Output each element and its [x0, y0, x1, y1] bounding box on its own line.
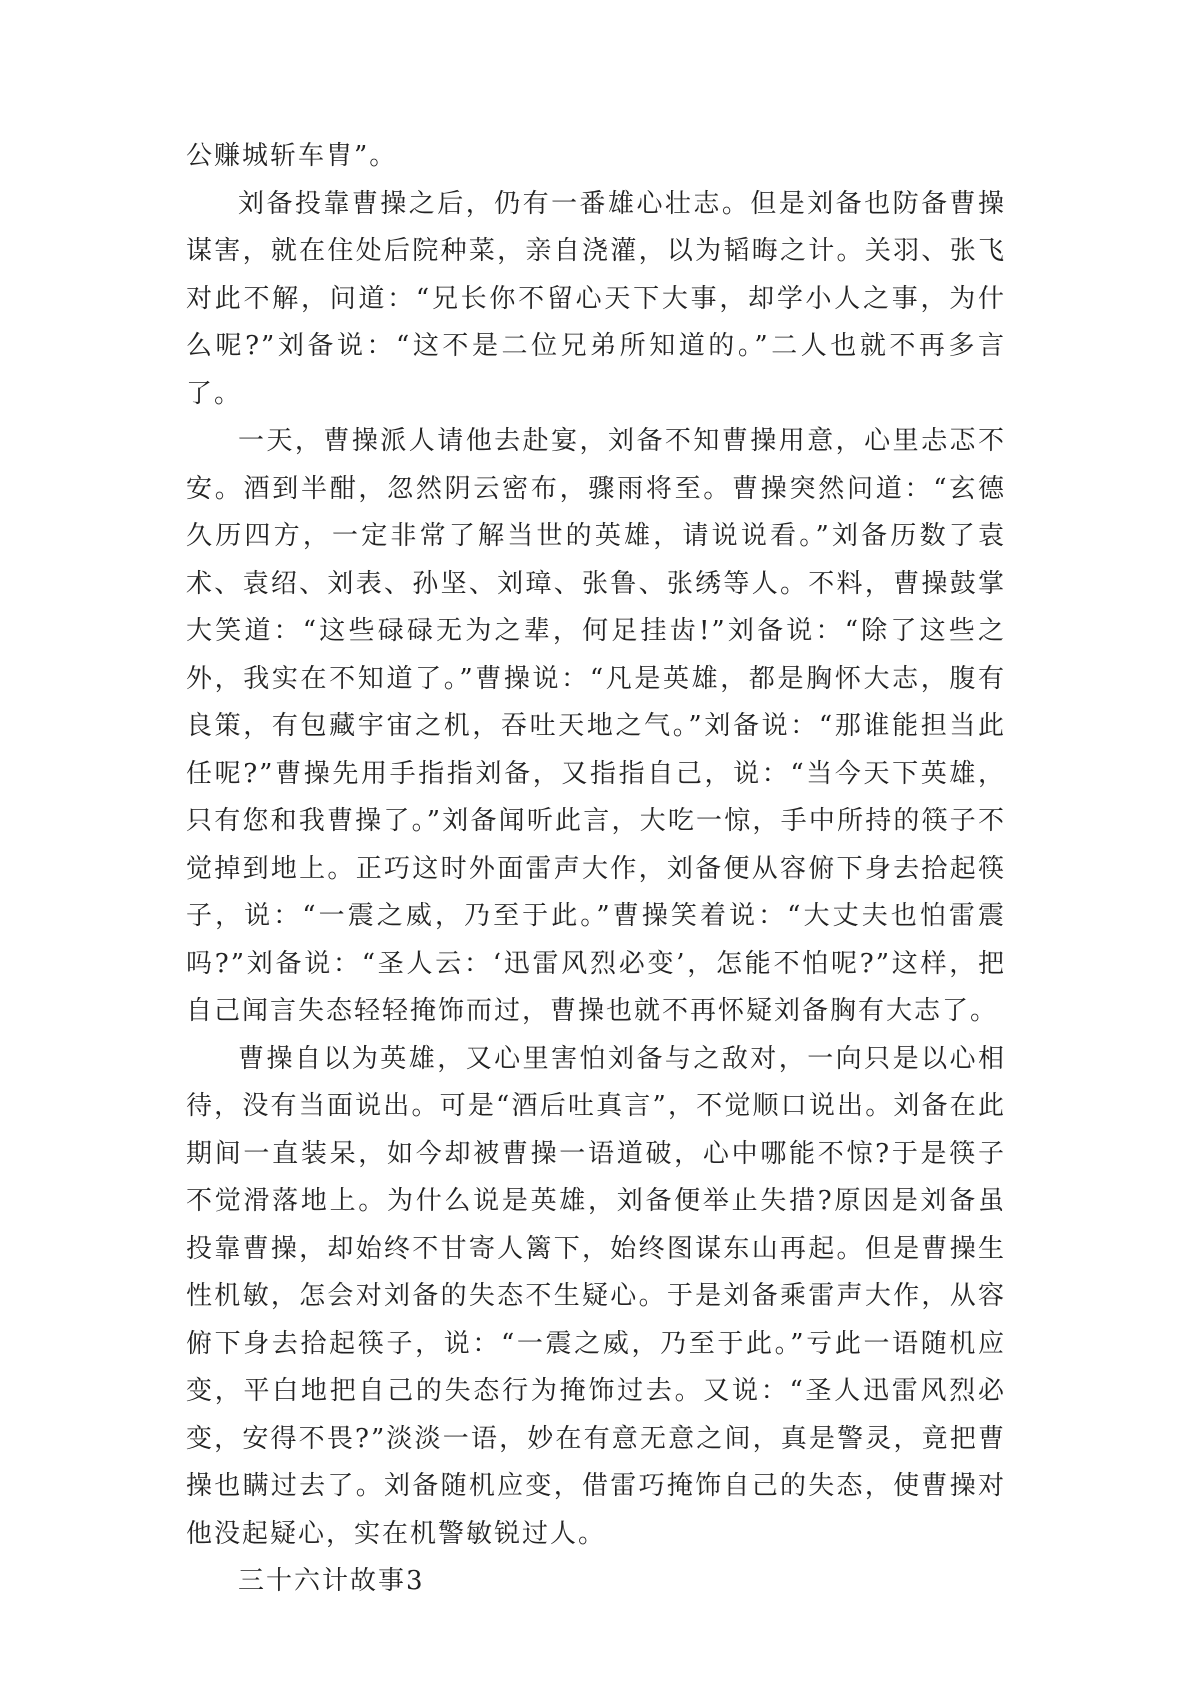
document-body — [186, 133, 1006, 1606]
paragraph-continuation: 公赚城斩车胄”。 — [186, 141, 398, 171]
paragraph-banquet: 一天，曹操派人请他去赴宴，刘备不知曹操用意，心里忐忑不安。酒到半酣，忽然阴云密布，骤雨将至。曹操突然问道：“玄德久历四方，一定非常了解当世的英雄，请说说看。”刘备历数了袁术、袁绍、刘表、孙坚、刘璋、张鲁、张绣等人。不料，曹操鼓掌大笑道：“这些碌碌无为之辈，何足挂齿!”刘备说：“除了这些之外，我实在不知道了。”曹操说：“凡是英雄，都是胸怀大志，腹有良策，有包藏宇宙之机，吞吐天地之气。”刘备说：“那谁能担当此任呢?”曹操先用手指指刘备，又指指自己，说：“当今天下英雄，只有您和我曹操了。”刘备闻听此言，大吃一惊，手中所持的筷子不觉掉到地上。正巧这时外面雷声大作，刘备便从容俯下身去拾起筷子，说：“一震之威，乃至于此。”曹操笑着说：“大丈夫也怕雷震吗?”刘备说：“圣人云：‘迅雷风烈必变’，怎能不怕呢?”这样，把自己闻言失态轻轻掩饰而过，曹操也就不再怀疑刘备胸有大志了。 — [186, 426, 1006, 1026]
paragraph-commentary: 曹操自以为英雄，又心里害怕刘备与之敌对，一向只是以心相待，没有当面说出。可是“酒后吐真言”，不觉顺口说出。刘备在此期间一直装呆，如今却被曹操一语道破，心中哪能不惊?于是筷子不觉滑落地上。为什么说是英雄，刘备便举止失措?原因是刘备虽投靠曹操，却始终不甘寄人篱下，始终图谋东山再起。但是曹操生性机敏，怎会对刘备的失态不生疑心。于是刘备乘雷声大作，从容俯下身去拾起筷子，说：“一震之威，乃至于此。”亏此一语随机应变，平白地把自己的失态行为掩饰过去。又说：“圣人迅雷风烈必变，安得不畏?”淡淡一语，妙在有意无意之间，真是警灵，竟把曹操也瞒过去了。刘备随机应变，借雷巧掩饰自己的失态，使曹操对他没起疑心，实在机警敏锐过人。 — [186, 1043, 1006, 1549]
paragraph-liu-bei-garden: 刘备投靠曹操之后，仍有一番雄心壮志。但是刘备也防备曹操谋害，就在住处后院种菜，亲自浇灌，以为韬晦之计。关羽、张飞对此不解，问道：“兄长你不留心天下大事，却学小人之事，为什么呢?”刘备说：“这不是二位兄弟所知道的。”二人也就不再多言了。 — [186, 188, 1006, 409]
section-heading: 三十六计故事3 — [238, 1566, 425, 1596]
